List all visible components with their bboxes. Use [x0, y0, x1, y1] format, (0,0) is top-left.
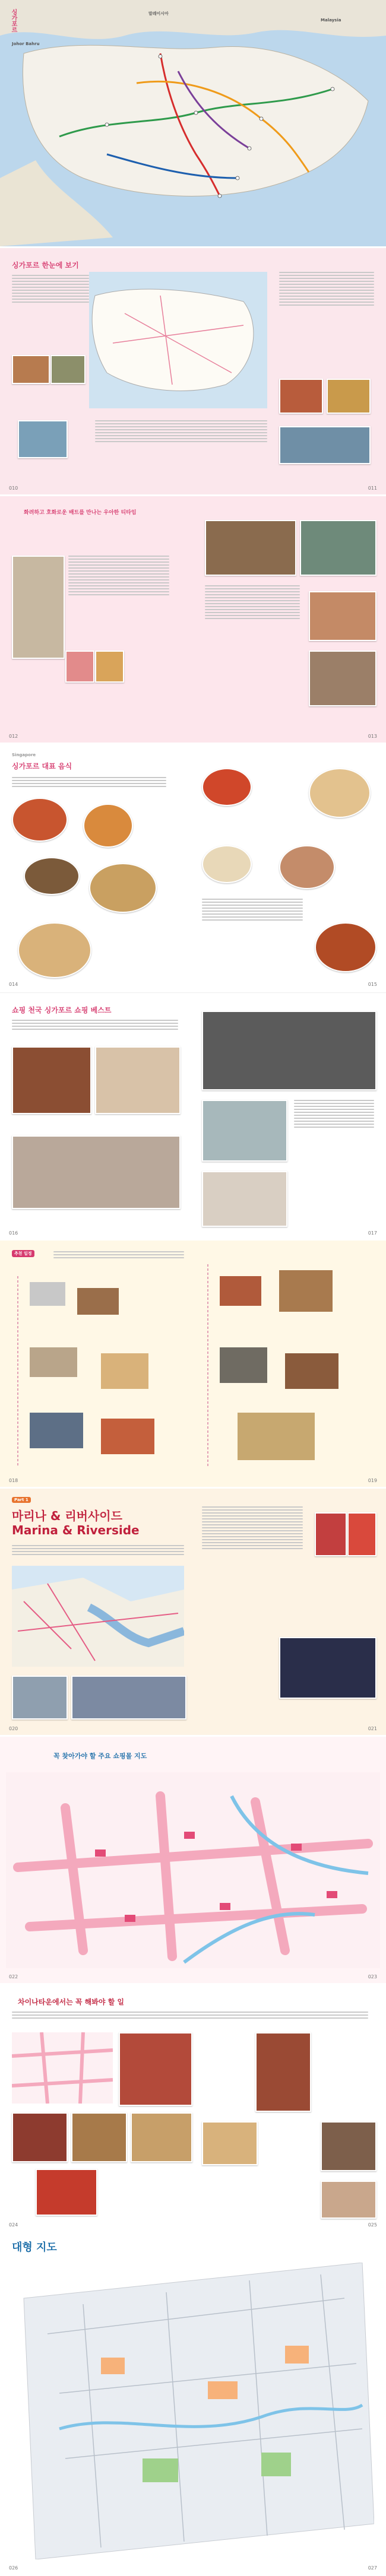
photo-tea-room — [300, 520, 376, 576]
high-tea-right-text — [205, 585, 300, 621]
spread-itinerary — [0, 1241, 386, 1487]
photo-shophouses — [131, 2112, 192, 2162]
photo-mall-front — [202, 1011, 376, 1090]
page-number-right: 023 — [368, 1974, 377, 1979]
section-title-shopping: 쇼핑 천국 싱가포르 쇼핑 베스트 — [12, 1006, 112, 1014]
photo-eating — [321, 2181, 376, 2219]
photo-hotel-facade — [12, 556, 65, 659]
spread-food — [0, 744, 386, 991]
map-label-johor: Johor Bahru — [12, 42, 40, 46]
marina-right-text — [202, 1506, 303, 1551]
photo-merlion — [12, 1676, 68, 1720]
map-label-malaysia-en: Malaysia — [321, 18, 341, 23]
photo-temple-gate — [12, 2112, 68, 2162]
photo-skyline — [71, 1676, 186, 1720]
photo-chinatown-street — [119, 2032, 192, 2106]
photo-noodles — [89, 863, 157, 913]
page-number-right: 015 — [368, 982, 377, 987]
photo-temple — [279, 379, 323, 414]
food-intro-text — [12, 777, 166, 789]
chinatown-map — [12, 2032, 113, 2104]
photo-cake — [309, 591, 376, 641]
photo-cocktail — [65, 651, 94, 683]
spread-regional-map — [0, 0, 386, 246]
photo-building — [18, 420, 68, 458]
photo-chicken-rice — [309, 768, 371, 818]
photo-pastry — [95, 651, 124, 683]
photo-tea-set — [205, 520, 296, 576]
itinerary-intro — [53, 1251, 184, 1260]
large-fold-map — [12, 2263, 374, 2559]
spread-overview — [0, 248, 386, 494]
spread-marina — [0, 1489, 386, 1735]
page-number-left: 026 — [9, 2565, 18, 2571]
spread-shopping — [0, 992, 386, 1239]
page-number-left: 024 — [9, 2222, 18, 2228]
section-title-shopping-map: 꼭 찾아가야 할 주요 쇼핑몰 지도 — [53, 1752, 147, 1760]
page-number-right: 021 — [368, 1726, 377, 1731]
page-number-left: 016 — [9, 1230, 18, 1236]
page-number-left: 010 — [9, 486, 18, 491]
itinerary-timeline — [12, 1276, 184, 1466]
shopping-right-text — [294, 1100, 374, 1130]
shopping-intro-text — [12, 1020, 178, 1032]
spread-large-map — [0, 2233, 386, 2576]
photo-dim-sum — [202, 2121, 258, 2165]
itinerary-kicker: 추천 일정 — [12, 1250, 34, 1257]
page-number-right: 025 — [368, 2222, 377, 2228]
spread-high-tea — [0, 496, 386, 743]
overview-map — [89, 272, 267, 408]
photo-food — [12, 355, 50, 384]
page-number-left: 020 — [9, 1726, 18, 1731]
photo-laksa — [83, 804, 133, 848]
map-label-malaysia: 말레이시아 — [148, 11, 169, 16]
photo-temple-red — [315, 1512, 347, 1556]
photo-market — [71, 2112, 127, 2162]
photo-interior — [309, 651, 376, 706]
title-marina-ko: 마리나 & 리버사이드 — [12, 1509, 122, 1523]
photo-curry — [315, 922, 376, 972]
photo-chili-crab — [12, 798, 68, 842]
spread-chinatown — [0, 1985, 386, 2231]
photo-heritage — [321, 2121, 376, 2171]
photo-dessert — [279, 845, 335, 889]
section-title-food: 싱가포르 대표 음식 — [12, 762, 72, 770]
itinerary-timeline-right — [202, 1264, 374, 1466]
photo-shoes — [95, 1046, 181, 1114]
page-number-right: 027 — [368, 2565, 377, 2571]
page-number-left: 012 — [9, 734, 18, 739]
section-title-chinatown: 차이나타운에서는 꼭 해봐야 할 일 — [18, 1998, 125, 2006]
regional-map — [0, 0, 386, 246]
photo-lanterns — [36, 2169, 97, 2216]
page-number-right: 011 — [368, 486, 377, 491]
overview-intro-text — [12, 275, 89, 304]
page-number-right: 017 — [368, 1230, 377, 1236]
photo-interior-shop — [202, 1171, 287, 1227]
page-number-left: 022 — [9, 1974, 18, 1979]
overview-right-text — [279, 272, 374, 307]
chinatown-intro-text — [12, 2012, 368, 2020]
photo-shophouse — [327, 379, 371, 414]
spread-shopping-map — [0, 1737, 386, 1983]
title-marina-en: Marina & Riverside — [12, 1523, 140, 1537]
food-right-text — [202, 899, 303, 922]
photo-landmark — [279, 426, 371, 464]
map-label-singapore: 싱가포르 — [10, 9, 17, 33]
photo-crab — [202, 768, 252, 806]
photo-satay — [24, 857, 80, 895]
marina-map — [12, 1566, 184, 1667]
section-title-large-map: 대형 지도 — [12, 2241, 57, 2254]
shopping-street-map — [6, 1772, 380, 1968]
section-banner-high-tea: 화려하고 호화로운 배트를 만나는 우아한 티타임 — [24, 510, 137, 516]
marina-intro-text — [12, 1545, 184, 1557]
photo-handbag — [12, 1046, 91, 1114]
page-number-right: 013 — [368, 734, 377, 739]
section-title-overview: 싱가포르 한눈에 보기 — [12, 261, 79, 269]
photo-street — [50, 355, 86, 384]
photo-lantern — [347, 1512, 376, 1556]
photo-rice — [18, 922, 91, 978]
part-kicker: Part 1 — [12, 1497, 31, 1503]
page-number-left: 018 — [9, 1478, 18, 1483]
photo-dimsum — [202, 845, 252, 883]
photo-cafe-shop — [202, 1100, 287, 1162]
photo-pagoda — [255, 2032, 311, 2112]
page-number-right: 019 — [368, 1478, 377, 1483]
page-number-left: 014 — [9, 982, 18, 987]
photo-night-show — [279, 1637, 376, 1699]
overview-bottom-text — [95, 420, 267, 444]
photo-boutique — [12, 1135, 181, 1209]
section-kicker-food: Singapore — [12, 753, 36, 757]
high-tea-left-text — [68, 556, 169, 597]
